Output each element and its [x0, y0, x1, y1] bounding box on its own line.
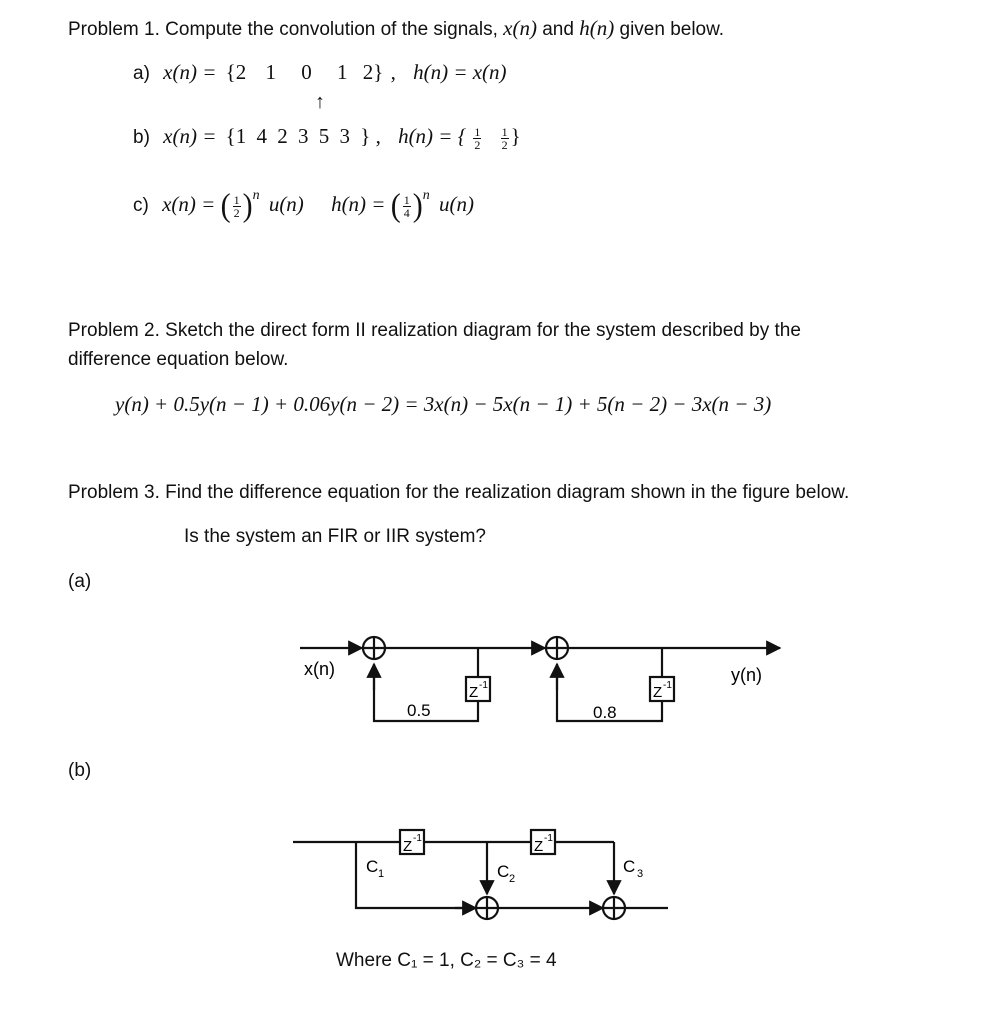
- fraction-numerator: 1: [474, 124, 481, 139]
- part-c-x-lhs: x(n) =: [162, 192, 216, 216]
- delay-label: Z: [653, 684, 663, 701]
- exponent-n: n: [252, 188, 260, 203]
- delay-label: Z: [534, 838, 544, 855]
- part-a-diagram-label: (a): [68, 571, 92, 592]
- input-label: x(n): [304, 659, 335, 679]
- part-a-x-value: 2}: [362, 60, 384, 84]
- part-a-x-value: {2: [225, 60, 247, 84]
- part-c-label: c): [133, 195, 149, 216]
- fraction-numerator: 1: [501, 124, 508, 139]
- part-a-comma: ,: [390, 60, 396, 84]
- part-c-h-step: u(n): [438, 192, 474, 216]
- part-a-x-origin-value: 0: [301, 60, 312, 84]
- coefficient-c1-subscript: 1: [378, 868, 385, 880]
- problem1-title-text: Problem 1. Compute the convolution of the signals,: [68, 19, 498, 40]
- coefficient-c1: C: [366, 857, 379, 876]
- problem3-line1: Problem 3. Find the difference equation for the realization diagram shown in the figure below.: [68, 482, 850, 503]
- part-b-comma: ,: [375, 124, 381, 148]
- problem1-part-c: c) x(n) = ( $\frac{1}{2}$ )$^n$ u(n) h(n) = ( $\frac{1}{4}$ )$^n$ u(n): [133, 187, 474, 224]
- gain-label: 0.8: [593, 703, 617, 722]
- fraction-denominator: 2: [474, 137, 481, 152]
- part-c-x-step: u(n): [268, 192, 304, 216]
- problem2-line1: Problem 2. Sketch the direct form II realization diagram for the system described by the: [68, 320, 801, 341]
- output-label: y(n): [731, 665, 762, 685]
- origin-arrow-icon: ↑: [315, 91, 325, 113]
- delay-label: Z: [469, 684, 479, 701]
- coefficient-c3: C: [623, 857, 636, 876]
- delay-exponent: -1: [544, 833, 553, 844]
- difference-equation: y(n) + 0.5y(n − 1) + 0.06y(n − 2) = 3x(n) − 5x(n − 1) + 5(n − 2) − 3x(n − 3): [115, 392, 772, 416]
- delay-exponent: -1: [413, 833, 422, 844]
- part-a-x-lhs: x(n) =: [163, 60, 217, 84]
- part-b-diagram-label: (b): [68, 760, 92, 781]
- problem3-line2: Is the system an FIR or IIR system?: [184, 526, 486, 547]
- part-a-label: a): [133, 63, 150, 84]
- fraction-numerator: 1: [403, 192, 410, 207]
- delay-exponent: -1: [479, 680, 488, 691]
- part-c-h-lhs: h(n) =: [331, 192, 386, 216]
- signal-x-symbol: x(n): [503, 16, 537, 40]
- signal-h-symbol: h(n): [579, 16, 615, 40]
- and-word: and: [542, 19, 574, 40]
- problem1-title-end: given below.: [619, 19, 725, 40]
- where-coefficients: Where C₁ = 1, C₂ = C₃ = 4: [336, 950, 557, 971]
- coefficient-c2: C: [497, 862, 510, 881]
- part-b-h-close: }: [510, 124, 521, 148]
- delay-exponent: -1: [663, 680, 672, 691]
- part-a-h-equation: h(n) = x(n): [413, 60, 507, 84]
- fraction-numerator: 1: [233, 192, 240, 207]
- fraction-denominator: 2: [501, 137, 508, 152]
- problem2-line2: difference equation below.: [68, 349, 289, 370]
- gain-label: 0.5: [407, 701, 431, 720]
- part-b-x-sequence: {1 4 2 3 5 3 }: [225, 124, 371, 148]
- part-b-label: b): [133, 127, 150, 148]
- coefficient-c3-subscript: 3: [637, 868, 644, 880]
- exponent-n: n: [422, 188, 430, 203]
- fraction-denominator: 2: [233, 205, 240, 220]
- delay-label: Z: [403, 838, 413, 855]
- coefficient-c2-subscript: 2: [509, 873, 516, 885]
- part-a-x-value: 1: [265, 60, 276, 84]
- part-b-h-lhs: h(n) = {: [398, 124, 467, 148]
- part-b-x-lhs: x(n) =: [163, 124, 217, 148]
- fraction-denominator: 4: [403, 205, 410, 220]
- part-a-x-value: 1: [336, 60, 348, 84]
